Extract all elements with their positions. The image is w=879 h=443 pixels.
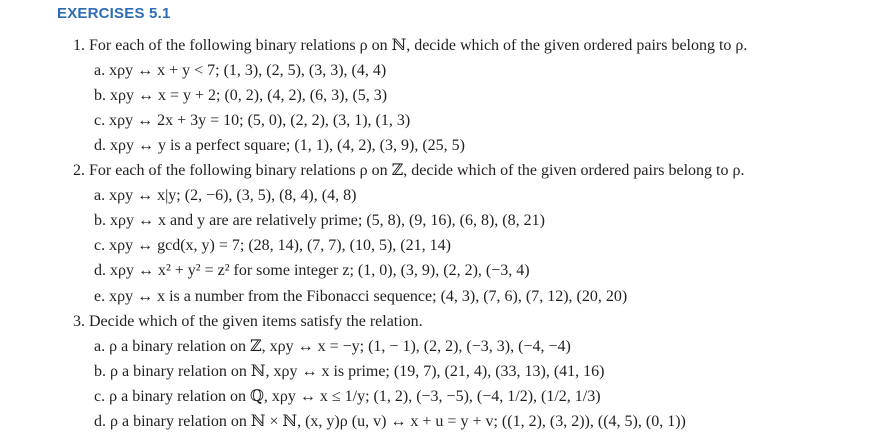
- part-text: xρy ↔ x + y < 7; (1, 3), (2, 5), (3, 3), (4, 4): [109, 62, 387, 79]
- part-label: c.: [94, 388, 106, 405]
- exercise-prompt: For each of the following binary relations ρ on ℕ, decide which of the given ordered pairs belong to ρ.: [89, 37, 748, 54]
- part-text: xρy ↔ x² + y² = z² for some integer z; (1, 0), (3, 9), (2, 2), (−3, 4): [110, 262, 530, 279]
- part-label: a.: [94, 187, 106, 204]
- exercise-3-part-c: [94, 387, 601, 407]
- part-text: xρy ↔ gcd(x, y) = 7; (28, 14), (7, 7), (10, 5), (21, 14): [109, 237, 451, 254]
- part-text: ρ a binary relation on ℤ, xρy ↔ x = −y; (1, − 1), (2, 2), (−3, 3), (−4, −4): [109, 338, 571, 355]
- part-text: xρy ↔ y is a perfect square; (1, 1), (4, 2), (3, 9), (25, 5): [110, 137, 465, 154]
- exercise-1-part-c: [94, 111, 410, 131]
- exercise-2-part-c: [94, 236, 451, 256]
- part-label: c.: [94, 237, 106, 254]
- part-text: xρy ↔ 2x + 3y = 10; (5, 0), (2, 2), (3, 1), (1, 3): [109, 112, 411, 129]
- exercise-1-part-a: [94, 61, 386, 81]
- part-text: ρ a binary relation on ℕ, xρy ↔ x is prime; (19, 7), (21, 4), (33, 13), (41, 16): [110, 363, 605, 380]
- exercise-number: 1.: [73, 37, 85, 54]
- exercise-3: [73, 312, 423, 332]
- part-text: ρ a binary relation on ℚ, xρy ↔ x ≤ 1/y; (1, 2), (−3, −5), (−4, 1/2), (1/2, 1/3): [109, 388, 601, 405]
- part-text: ρ a binary relation on ℕ × ℕ, (x, y)ρ (u, v) ↔ x + u = y + v; ((1, 2), (3, 2)), ((4, 5), (0, 1)): [110, 413, 686, 430]
- exercise-prompt: Decide which of the given items satisfy the relation.: [89, 313, 423, 330]
- exercise-1: [73, 36, 747, 56]
- exercise-3-part-a: [94, 337, 571, 357]
- exercise-number: 3.: [73, 313, 85, 330]
- exercise-3-part-b: [94, 362, 605, 382]
- part-label: c.: [94, 112, 106, 129]
- exercise-2: [73, 161, 744, 181]
- part-label: b.: [94, 87, 106, 104]
- part-text: xρy ↔ x = y + 2; (0, 2), (4, 2), (6, 3), (5, 3): [110, 87, 388, 104]
- exercise-1-part-d: [94, 136, 465, 156]
- part-text: xρy ↔ x and y are are relatively prime; (5, 8), (9, 16), (6, 8), (8, 21): [110, 212, 545, 229]
- part-label: d.: [94, 413, 106, 430]
- exercise-1-part-b: [94, 86, 387, 106]
- part-label: b.: [94, 212, 106, 229]
- part-label: a.: [94, 62, 106, 79]
- part-text: xρy ↔ x is a number from the Fibonacci sequence; (4, 3), (7, 6), (7, 12), (20, 20): [109, 288, 628, 305]
- exercise-2-part-b: [94, 211, 545, 231]
- part-label: b.: [94, 363, 106, 380]
- exercise-3-part-d: [94, 412, 686, 432]
- exercise-2-part-a: [94, 186, 356, 206]
- part-label: d.: [94, 262, 106, 279]
- exercise-number: 2.: [73, 162, 85, 179]
- exercise-2-part-e: [94, 287, 627, 307]
- part-text: xρy ↔ x|y; (2, −6), (3, 5), (8, 4), (4, 8): [109, 187, 357, 204]
- section-heading: EXERCISES 5.1: [57, 5, 171, 22]
- part-label: e.: [94, 288, 106, 305]
- part-label: d.: [94, 137, 106, 154]
- exercise-prompt: For each of the following binary relations ρ on ℤ, decide which of the given ordered pairs belong to ρ.: [89, 162, 745, 179]
- exercise-2-part-d: [94, 261, 530, 281]
- part-label: a.: [94, 338, 106, 355]
